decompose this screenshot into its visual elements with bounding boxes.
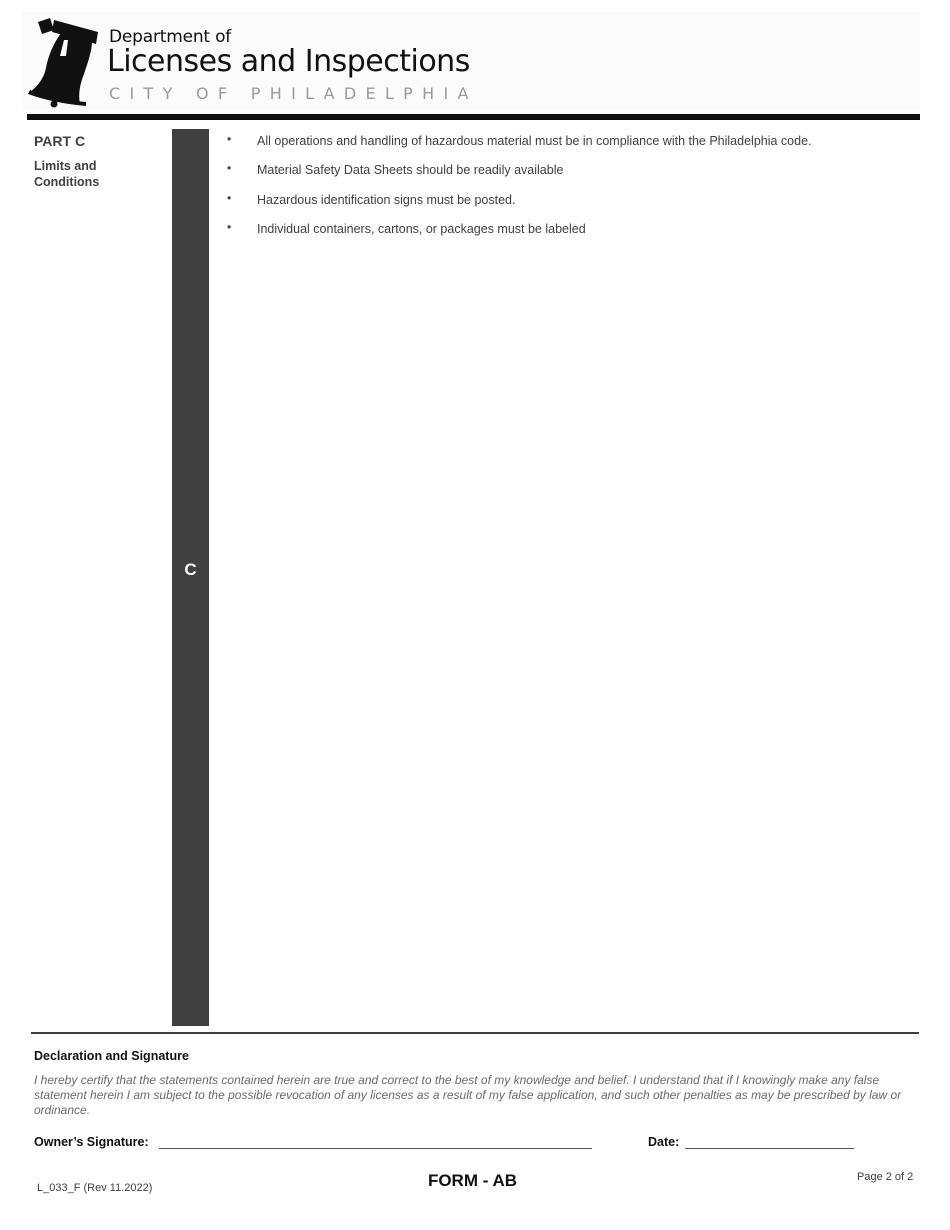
city-of-philadelphia: CITY OF PHILADELPHIA [109,84,478,103]
liberty-bell-icon [24,16,104,108]
department-line-1: Department of [109,27,232,47]
part-side-letter: C [184,560,197,579]
form-name: FORM - AB [427,1171,518,1190]
date-label: Date: [648,1135,680,1149]
form-id: L_033_F (Rev 11.2022) [37,1182,153,1194]
bullet: • [227,219,232,234]
page-number: Page 2 of 2 [857,1171,914,1183]
condition-item [226,132,906,161]
department-line-2: Licenses and Inspections [107,44,470,79]
owner-signature-field[interactable] [159,1148,592,1149]
condition-item [226,191,906,220]
condition-text: Individual containers, cartons, or packages must be labeled [257,221,586,236]
condition-text: Hazardous identification signs must be posted. [257,192,516,207]
bullet: • [227,132,232,146]
bullet: • [227,190,232,205]
condition-text: Material Safety Data Sheets should be readily available [257,163,564,178]
owner-signature-label: Owner’s Signature: [34,1135,149,1149]
date-field[interactable] [685,1148,854,1149]
declaration-title: Declaration and Signature [34,1049,189,1063]
bullet: • [227,161,232,176]
declaration-text: I hereby certify that the statements contained herein are true and correct to the best of my knowledge and belief. I understand that if I knowingly make any false statement herein I am subject to the possible revocation of any licenses as a result of my false application, and such other penalties as may be prescribed by law or ordinance. [34,1073,902,1117]
condition-text: All operations and handling of hazardous material must be in compliance with the Philadelphia code. [257,134,812,148]
header-divider [27,114,920,120]
condition-item [226,220,906,249]
condition-item [226,161,906,190]
conditions-list [226,132,906,249]
declaration-divider [31,1032,919,1034]
part-side-bar [172,129,209,1026]
part-title: PART C [34,133,86,149]
part-subtitle: Limits and Conditions [34,159,100,189]
